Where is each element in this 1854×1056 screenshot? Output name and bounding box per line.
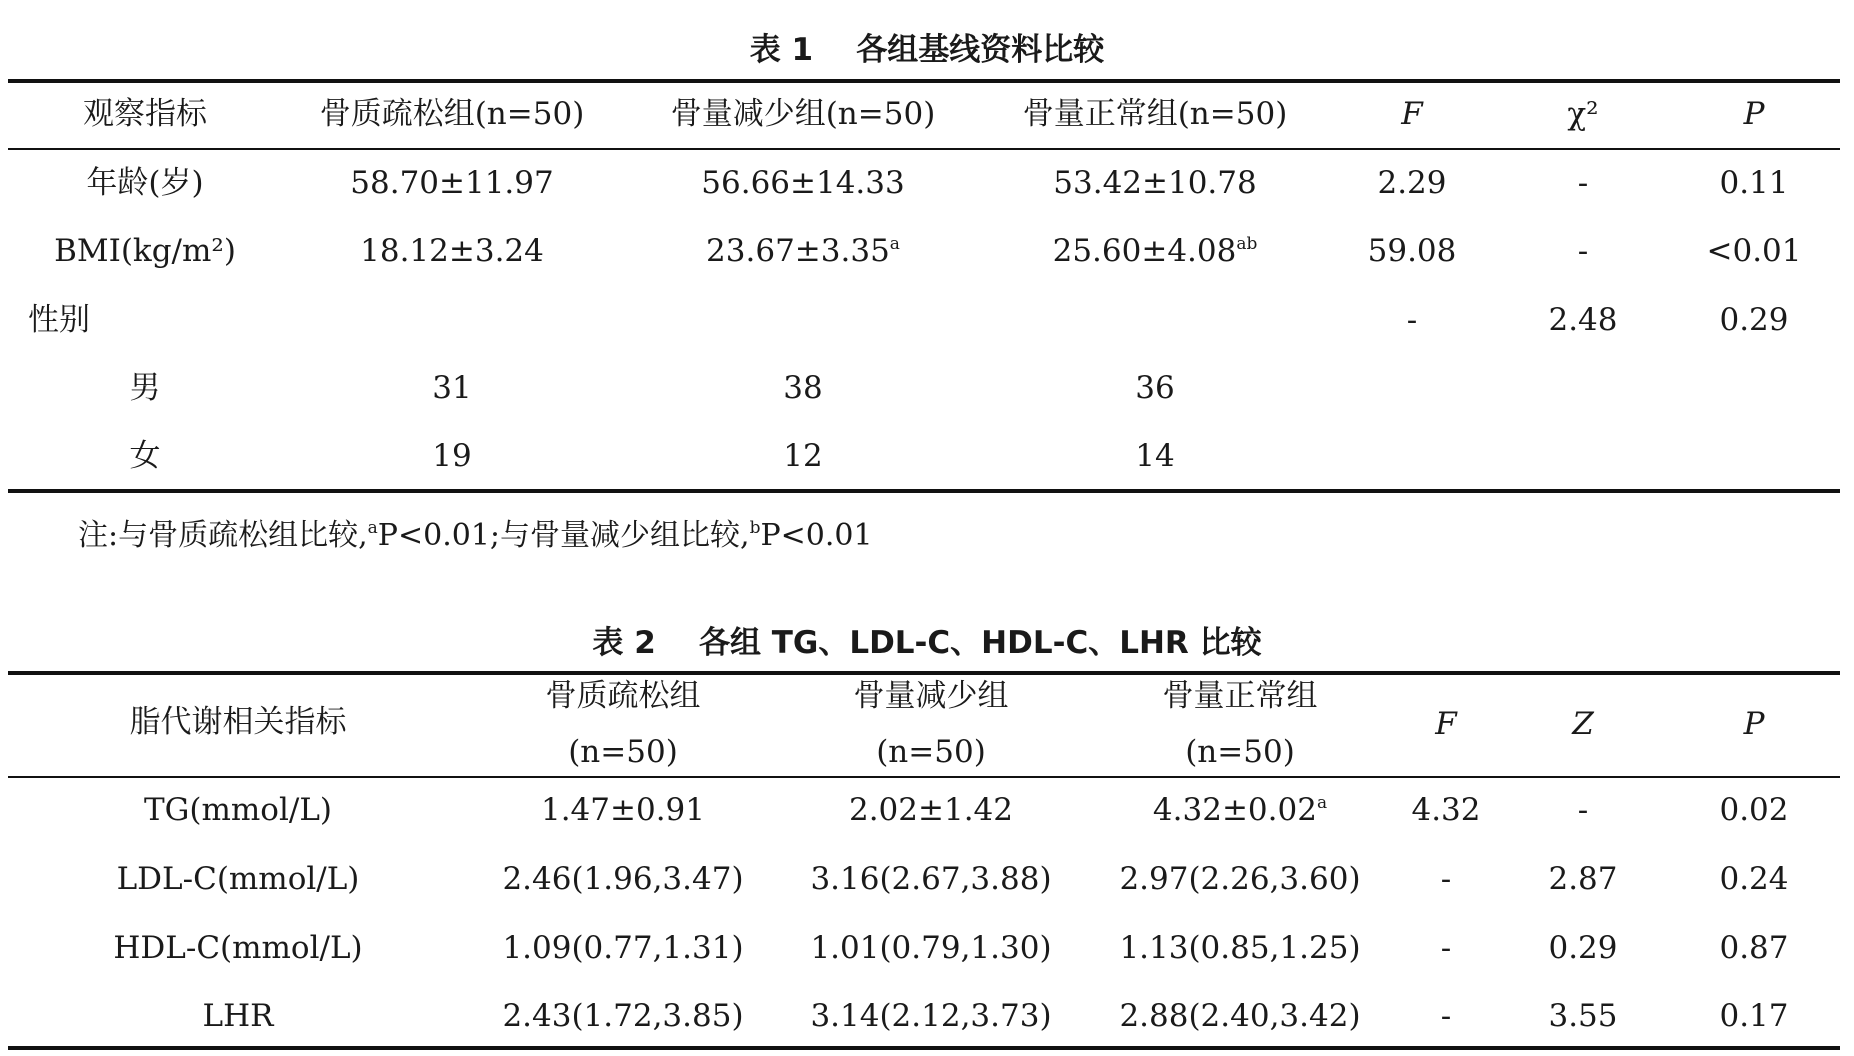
cell-f: 59.08 — [1367, 233, 1457, 269]
row-label-male: 男 — [129, 370, 161, 406]
cell-osteoporosis: 19 — [432, 438, 472, 474]
cell-osteoporosis: 18.12±3.24 — [360, 233, 544, 269]
cell-p: <0.01 — [1706, 233, 1802, 269]
table1-header-rule — [8, 148, 1840, 150]
cell-chi2: - — [1577, 233, 1589, 269]
cell-z: - — [1577, 792, 1589, 828]
cell-normal — [1053, 233, 1258, 269]
row-label-ldl: LDL-C(mmol/L) — [116, 861, 360, 897]
cell-g1: 2.46(1.96,3.47) — [502, 861, 744, 897]
cell-f: 4.32 — [1411, 792, 1481, 828]
note-sup-a: a — [367, 518, 378, 538]
cell-osteopenia: 12 — [783, 438, 823, 474]
table2-header-g1-name: 骨质疏松组 — [545, 678, 701, 714]
table2-header-g3-name: 骨量正常组 — [1162, 678, 1318, 714]
note-sup-b: b — [749, 518, 761, 538]
cell-f: - — [1440, 861, 1452, 897]
cell-f: - — [1406, 302, 1418, 338]
cell-z: 2.87 — [1548, 861, 1618, 897]
cell-osteoporosis: 58.70±11.97 — [350, 165, 554, 201]
row-label-tg: TG(mmol/L) — [143, 792, 333, 828]
cell-p: 0.17 — [1719, 998, 1789, 1034]
table1-header-f: F — [1401, 96, 1423, 132]
cell-normal: 53.42±10.78 — [1053, 165, 1257, 201]
cell-g2: 2.02±1.42 — [848, 792, 1014, 828]
cell-f: - — [1440, 998, 1452, 1034]
row-label-age: 年龄(岁) — [86, 165, 204, 201]
cell-p: 0.87 — [1719, 930, 1789, 966]
value: 4.32±0.02 — [1152, 792, 1317, 828]
cell-g3: 2.97(2.26,3.60) — [1119, 861, 1361, 897]
cell-z: 0.29 — [1548, 930, 1618, 966]
note-mid2: P<0.01 — [760, 518, 873, 553]
cell-p: 0.02 — [1719, 792, 1789, 828]
table2-header-indicator: 脂代谢相关指标 — [129, 704, 347, 740]
cell-p: 0.29 — [1719, 302, 1789, 338]
cell-z: 3.55 — [1548, 998, 1618, 1034]
note-mid1: P<0.01;与骨量减少组比较, — [377, 518, 750, 553]
cell-g1: 2.43(1.72,3.85) — [502, 998, 744, 1034]
table1-header-chi2: χ² — [1567, 96, 1599, 132]
cell-g3: 2.88(2.40,3.42) — [1119, 998, 1361, 1034]
table1-header-osteopenia: 骨量减少组(n=50) — [670, 96, 936, 132]
table2-header-g2-name: 骨量减少组 — [853, 678, 1009, 714]
table1-header-indicator: 观察指标 — [83, 96, 207, 132]
cell-g1: 1.47±0.91 — [540, 792, 706, 828]
table2-header-g3-n: (n=50) — [1185, 734, 1295, 770]
row-label-sex: 性别 — [28, 302, 90, 338]
table1-note — [78, 510, 873, 554]
cell-g2: 3.16(2.67,3.88) — [810, 861, 1052, 897]
table2-header-p: P — [1743, 706, 1765, 742]
table1-caption: 表 1 各组基线资料比较 — [749, 32, 1105, 68]
cell-g2: 3.14(2.12,3.73) — [810, 998, 1052, 1034]
cell-g3: 1.13(0.85,1.25) — [1119, 930, 1361, 966]
cell-f: - — [1440, 930, 1452, 966]
cell-osteopenia — [706, 233, 900, 269]
table2-top-rule — [8, 671, 1840, 675]
superscript: a — [1316, 793, 1328, 813]
cell-osteoporosis: 31 — [432, 370, 472, 406]
superscript: a — [889, 234, 900, 254]
table2-header-f: F — [1435, 706, 1457, 742]
cell-g1: 1.09(0.77,1.31) — [502, 930, 744, 966]
row-label-bmi: BMI(kg/m²) — [54, 233, 236, 269]
cell-normal: 14 — [1135, 438, 1175, 474]
table1-top-rule — [8, 79, 1840, 83]
cell-osteopenia: 56.66±14.33 — [701, 165, 905, 201]
cell-f: 2.29 — [1377, 165, 1447, 201]
cell-normal: 36 — [1135, 370, 1175, 406]
cell-g2: 1.01(0.79,1.30) — [810, 930, 1052, 966]
value: 25.60±4.08 — [1052, 233, 1237, 269]
row-label-hdl: HDL-C(mmol/L) — [113, 930, 363, 966]
table2-caption: 表 2 各组 TG、LDL-C、HDL-C、LHR 比较 — [592, 625, 1262, 661]
table1-header-osteoporosis: 骨质疏松组(n=50) — [319, 96, 585, 132]
cell-g3 — [1153, 792, 1327, 828]
cell-p: 0.11 — [1719, 165, 1789, 201]
row-label-female: 女 — [129, 438, 161, 474]
superscript: ab — [1236, 234, 1258, 254]
table1-header-normal: 骨量正常组(n=50) — [1022, 96, 1288, 132]
note-prefix: 注:与骨质疏松组比较, — [78, 518, 368, 553]
cell-chi2: 2.48 — [1548, 302, 1618, 338]
cell-chi2: - — [1577, 165, 1589, 201]
table2-header-rule — [8, 776, 1840, 778]
row-label-lhr: LHR — [202, 998, 274, 1034]
cell-p: 0.24 — [1719, 861, 1789, 897]
cell-osteopenia: 38 — [783, 370, 823, 406]
table2-header-g2-n: (n=50) — [876, 734, 986, 770]
table1-header-p: P — [1743, 96, 1765, 132]
table2-header-g1-n: (n=50) — [568, 734, 678, 770]
table1-bottom-rule — [8, 489, 1840, 493]
table2-bottom-rule — [8, 1046, 1840, 1050]
table2-header-z: Z — [1572, 706, 1594, 742]
value: 23.67±3.35 — [706, 233, 890, 269]
